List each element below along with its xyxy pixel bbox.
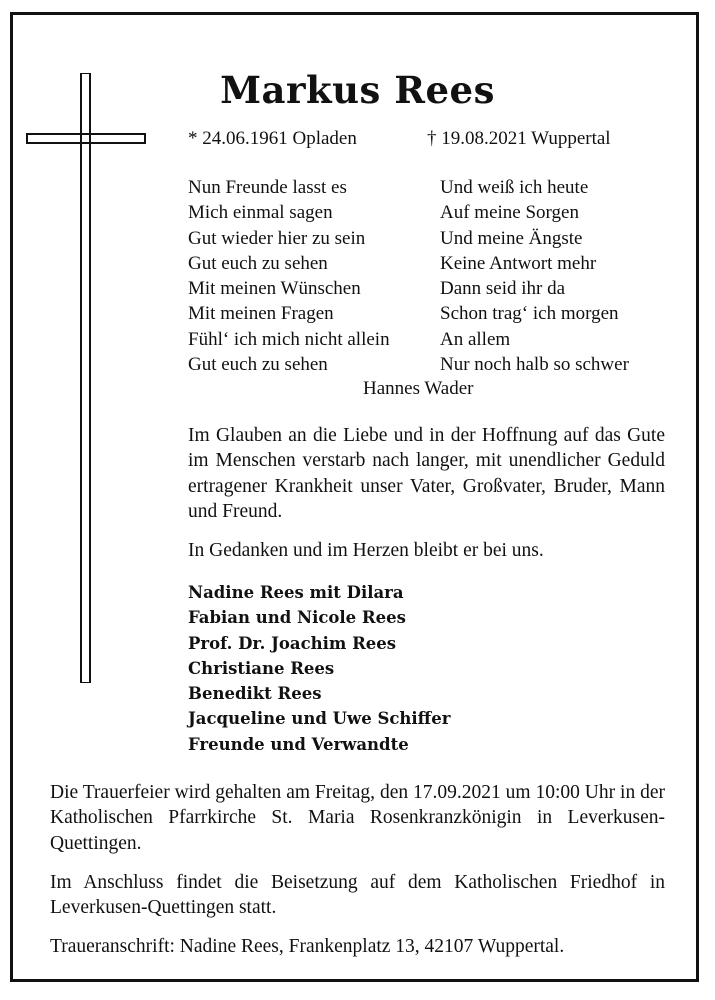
mourner-name: Fabian und Nicole Rees — [188, 608, 406, 628]
mourner-name: Christiane Rees — [188, 658, 335, 678]
burial-info: Im Anschluss findet die Beisetzung auf dem Katholischen Friedhof in Leverkusen-Quettingen statt. — [50, 872, 665, 919]
poem-line: Mich einmal sagen — [188, 202, 333, 224]
mourner-name: Benedikt Rees — [188, 684, 322, 704]
poem-line: Nun Freunde lasst es — [188, 177, 347, 198]
thoughts-text: In Gedanken und im Herzen bleibt er bei uns. — [188, 540, 544, 561]
mourning-address: Traueranschrift: Nadine Rees, Frankenplatz 13, 42107 Wuppertal. — [50, 936, 565, 957]
poem-line: Auf meine Sorgen — [440, 202, 579, 224]
poem-line: Dann seid ihr da — [440, 278, 566, 300]
poem-line: Und weiß ich heute — [440, 177, 589, 198]
poem-line: An allem — [440, 328, 511, 350]
mourner-name: Prof. Dr. Joachim Rees — [188, 633, 397, 653]
poem-line: Gut euch zu sehen — [188, 354, 328, 376]
poem-author: Hannes Wader — [363, 378, 474, 399]
poem-line: Schon trag‘ ich morgen — [440, 303, 619, 325]
birth-date: * 24.06.1961 Opladen — [188, 128, 357, 149]
deceased-name: Markus Rees — [220, 68, 495, 112]
poem-line: Mit meinen Wünschen — [188, 278, 361, 300]
death-date: † 19.08.2021 Wuppertal — [427, 128, 611, 149]
poem-line: Nur noch halb so schwer — [440, 354, 629, 376]
mourners-list — [188, 580, 450, 757]
mourner-name: Jacqueline und Uwe Schiffer — [188, 709, 451, 729]
cross-icon — [26, 73, 146, 683]
poem-right-column — [440, 175, 629, 377]
obituary-text: Im Glauben an die Liebe und in der Hoffnung auf das Gute im Menschen verstarb nach langer, mit unendlicher Geduld ertragener Krankheit unser Vater, Großvater, Bruder, Mann und Freund. — [188, 425, 665, 522]
mourner-name: Nadine Rees mit Dilara — [188, 583, 404, 602]
poem-line: Gut euch zu sehen — [188, 252, 328, 274]
poem-line: Gut wieder hier zu sein — [188, 227, 366, 249]
poem-line: Keine Antwort mehr — [440, 252, 597, 274]
poem-line: Fühl‘ ich mich nicht allein — [188, 328, 390, 350]
poem-line: Und meine Ängste — [440, 227, 583, 249]
funeral-info: Die Trauerfeier wird gehalten am Freitag, den 17.09.2021 um 10:00 Uhr in der Katholischen Pfarrkirche St. Maria Rosenkranzkönigin in Leverkusen-Quettingen. — [50, 782, 665, 854]
poem-left-column — [188, 175, 390, 377]
mourner-name: Freunde und Verwandte — [188, 734, 409, 754]
poem-line: Mit meinen Fragen — [188, 303, 334, 325]
